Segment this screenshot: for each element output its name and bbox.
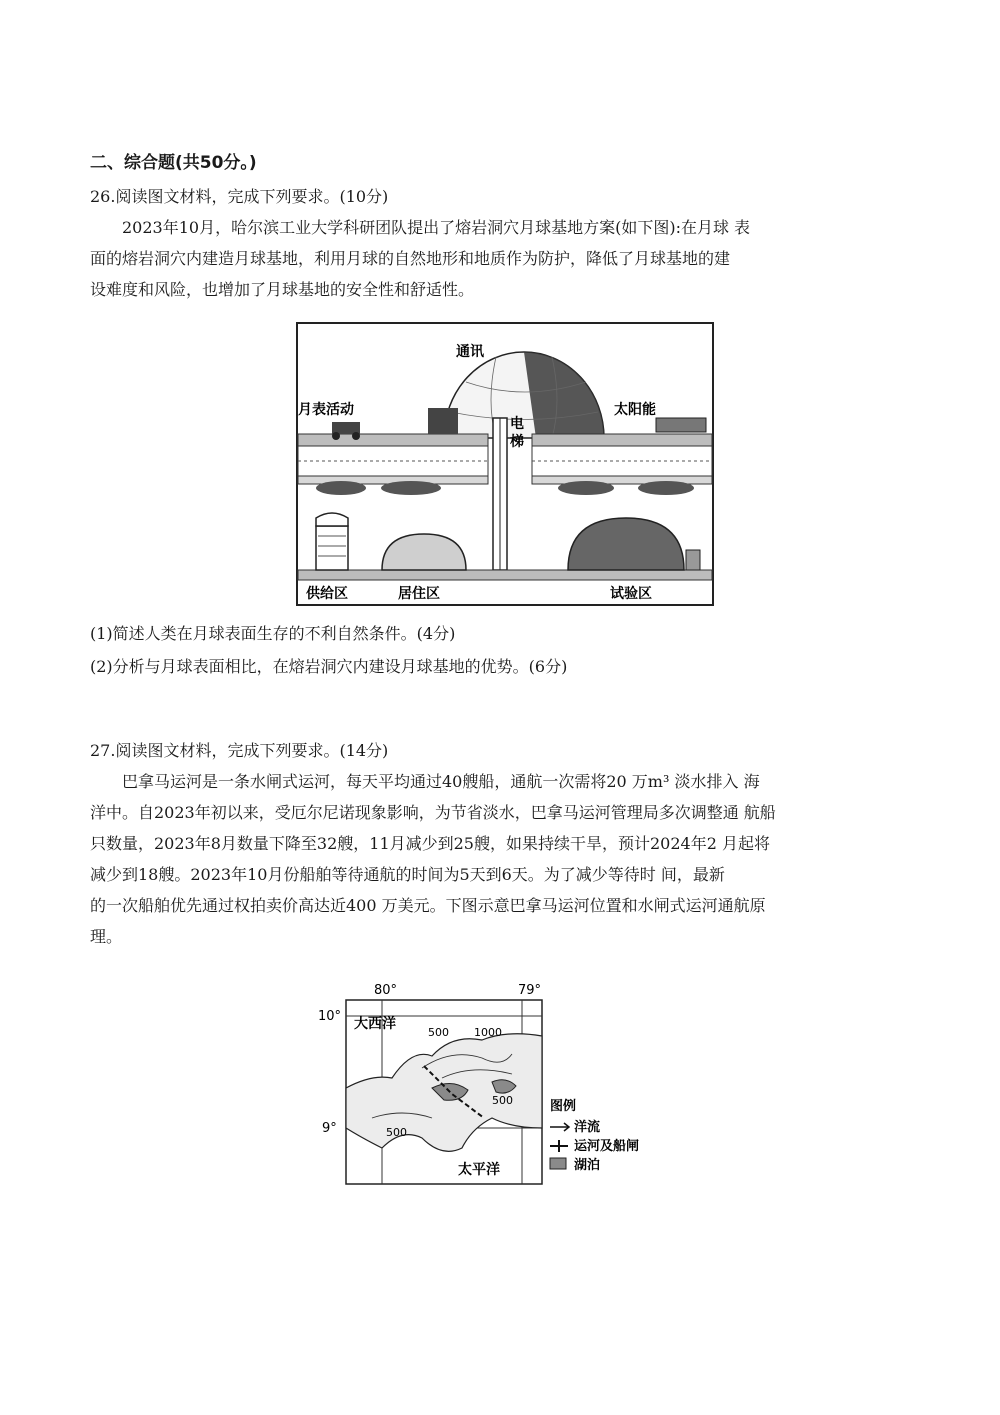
contour-label: 1000 bbox=[474, 1026, 502, 1039]
contour-label: 500 bbox=[428, 1026, 449, 1039]
question-26-sub1: (1)简述人类在月球表面生存的不利自然条件。(4分) bbox=[90, 624, 456, 643]
legend-canal: 运河及船闸 bbox=[574, 1139, 640, 1154]
legend-current: 洋流 bbox=[574, 1120, 601, 1135]
question-26-material bbox=[90, 212, 952, 305]
question-26-sub2: (2)分析与月球表面相比，在熔岩洞穴内建设月球基地的优势。(6分) bbox=[90, 657, 568, 676]
question-26-heading: 26.阅读图文材料，完成下列要求。(10分) bbox=[90, 187, 389, 206]
material-line: 巴拿马运河是一条水闸式运河，每天平均通过40艘船，通航一次需将20 万m³ 淡水排入 海 bbox=[122, 772, 760, 791]
legend-title: 图例 bbox=[550, 1099, 577, 1114]
material-line: 只数量，2023年8月数量下降至32艘，11月减少到25艘，如果持续干旱，预计2024年2 月起将 bbox=[90, 834, 770, 853]
material-line: 的一次船舶优先通过权拍卖价高达近400 万美元。下图示意巴拿马运河位置和水闸式运河通航原 bbox=[90, 896, 766, 915]
label-pacific: 太平洋 bbox=[458, 1162, 500, 1178]
legend-lake: 湖泊 bbox=[574, 1158, 601, 1173]
label-test-zone: 试验区 bbox=[610, 586, 652, 602]
map-lon-left: 80° bbox=[374, 983, 398, 998]
material-line: 减少到18艘。2023年10月份船舶等待通航的时间为5天到6天。为了减少等待时 间，最新 bbox=[90, 865, 725, 884]
material-line: 设难度和风险，也增加了月球基地的安全性和舒适性。 bbox=[90, 280, 475, 299]
lunar-base-diagram bbox=[296, 322, 714, 606]
label-elevator-2: 梯 bbox=[510, 434, 524, 450]
material-line: 2023年10月，哈尔滨工业大学科研团队提出了熔岩洞穴月球基地方案(如下图):在月球 表 bbox=[122, 218, 751, 237]
label-solar-energy: 太阳能 bbox=[614, 402, 656, 418]
panama-canal-map bbox=[312, 978, 652, 1188]
label-surface-activity: 月表活动 bbox=[298, 402, 354, 418]
contour-label: 500 bbox=[492, 1094, 513, 1107]
material-line: 理。 bbox=[90, 927, 123, 946]
label-supply-zone: 供给区 bbox=[306, 586, 348, 602]
lake-swatch-icon bbox=[550, 1158, 566, 1169]
section-title: 二、综合题(共50分。) bbox=[90, 153, 257, 173]
question-27-heading: 27.阅读图文材料，完成下列要求。(14分) bbox=[90, 741, 389, 760]
map-lat-bottom: 9° bbox=[322, 1121, 337, 1136]
label-living-zone: 居住区 bbox=[398, 586, 440, 602]
map-lon-right: 79° bbox=[518, 983, 542, 998]
material-line: 面的熔岩洞穴内建造月球基地，利用月球的自然地形和地质作为防护，降低了月球基地的建 bbox=[90, 249, 731, 268]
material-line: 洋中。自2023年初以来，受厄尔尼诺现象影响，为节省淡水，巴拿马运河管理局多次调整通 航船 bbox=[90, 803, 776, 822]
label-communication: 通讯 bbox=[456, 344, 484, 360]
contour-label: 500 bbox=[386, 1126, 407, 1139]
label-atlantic: 大西洋 bbox=[354, 1016, 396, 1032]
question-27-material bbox=[90, 766, 952, 952]
label-elevator-1: 电 bbox=[510, 416, 524, 432]
map-lat-top: 10° bbox=[318, 1009, 342, 1024]
